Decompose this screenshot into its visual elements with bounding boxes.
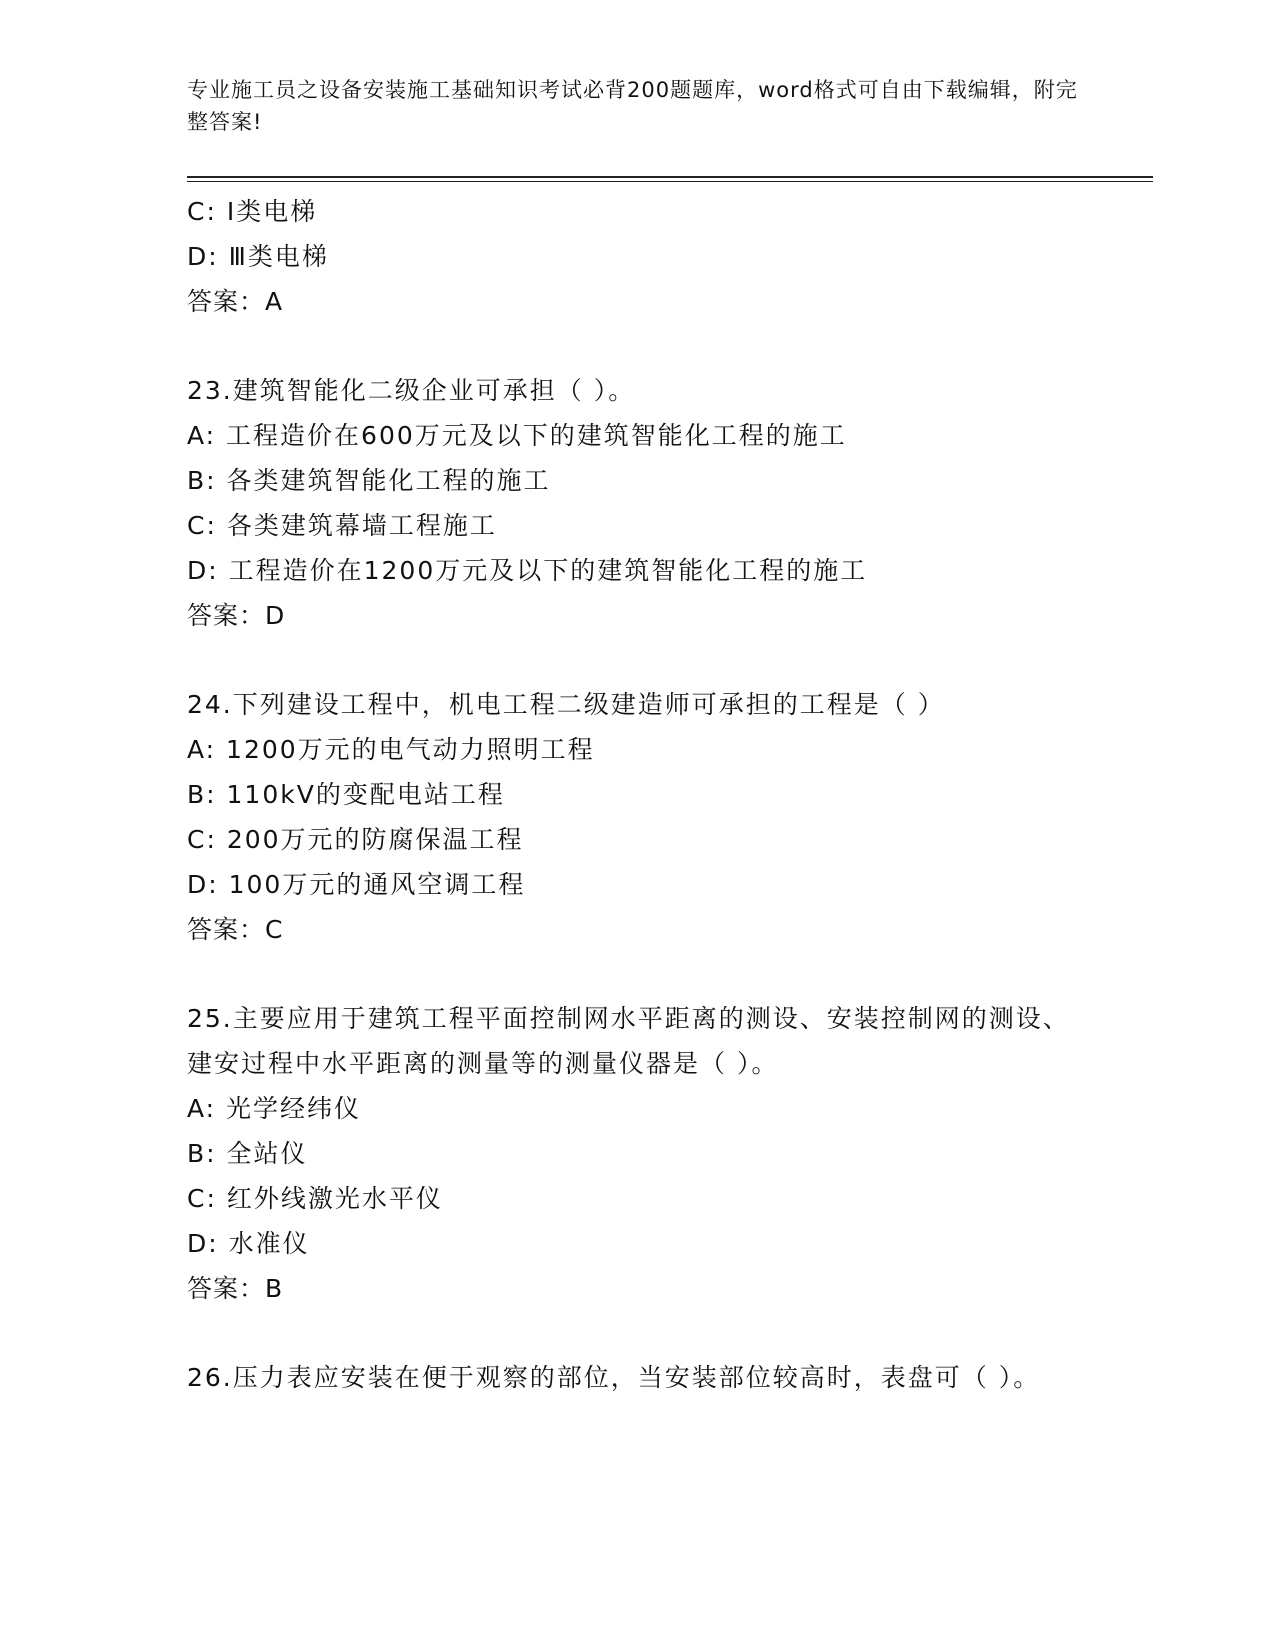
question-spacer bbox=[187, 952, 1087, 996]
question-carryover bbox=[187, 189, 1087, 324]
option-b: B: 110kV的变配电站工程 bbox=[187, 780, 505, 809]
answer-line: 答案：C bbox=[187, 915, 284, 944]
header-divider-thick bbox=[187, 176, 1153, 178]
option-d: D: 工程造价在1200万元及以下的建筑智能化工程的施工 bbox=[187, 556, 868, 585]
option-d: D: Ⅲ类电梯 bbox=[187, 242, 329, 271]
question-25 bbox=[187, 996, 1087, 1311]
option-c: C: 200万元的防腐保温工程 bbox=[187, 825, 524, 854]
question-stem: 23.建筑智能化二级企业可承担（ ）。 bbox=[187, 376, 636, 405]
question-spacer bbox=[187, 1311, 1087, 1355]
question-26 bbox=[187, 1355, 1087, 1400]
option-d: D: 100万元的通风空调工程 bbox=[187, 870, 526, 899]
option-b: B: 各类建筑智能化工程的施工 bbox=[187, 466, 551, 495]
option-a: A: 1200万元的电气动力照明工程 bbox=[187, 735, 595, 764]
answer-line: 答案：B bbox=[187, 1274, 284, 1303]
document-header: 专业施工员之设备安装施工基础知识考试必背200题题库，word格式可自由下载编辑，附完整答案! bbox=[187, 78, 1078, 134]
option-c: C: 各类建筑幕墙工程施工 bbox=[187, 511, 497, 540]
option-c: C: 红外线激光水平仪 bbox=[187, 1184, 443, 1213]
header-divider-thin bbox=[187, 181, 1153, 182]
question-stem: 24.下列建设工程中，机电工程二级建造师可承担的工程是（ ） bbox=[187, 690, 945, 719]
question-24 bbox=[187, 682, 1087, 952]
question-list bbox=[187, 189, 1087, 1400]
answer-line: 答案：D bbox=[187, 601, 286, 630]
answer-line: 答案：A bbox=[187, 287, 284, 316]
question-23 bbox=[187, 368, 1087, 638]
option-b: B: 全站仪 bbox=[187, 1139, 308, 1168]
question-spacer bbox=[187, 324, 1087, 368]
question-stem: 26.压力表应安装在便于观察的部位，当安装部位较高时，表盘可（ ）。 bbox=[187, 1363, 1041, 1392]
option-a: A: 工程造价在600万元及以下的建筑智能化工程的施工 bbox=[187, 421, 847, 450]
option-a: A: 光学经纬仪 bbox=[187, 1094, 362, 1123]
question-stem: 25.主要应用于建筑工程平面控制网水平距离的测设、安装控制网的测设、建安过程中水平距离的测量等的测量仪器是（ ）。 bbox=[187, 1004, 1070, 1078]
option-c: C: Ⅰ类电梯 bbox=[187, 197, 318, 226]
question-spacer bbox=[187, 638, 1087, 682]
option-d: D: 水准仪 bbox=[187, 1229, 310, 1258]
